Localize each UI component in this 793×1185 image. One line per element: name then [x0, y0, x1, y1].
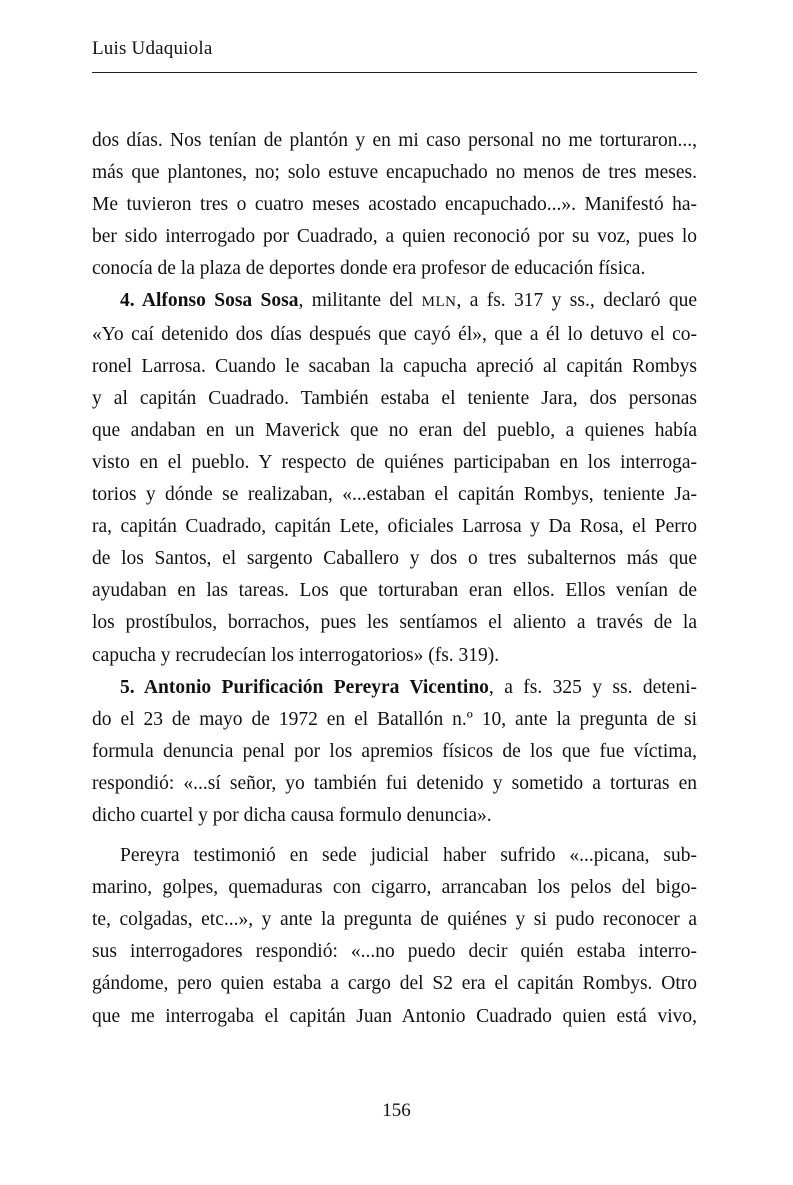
text-fragment: , a fs. 325 y ss. deteni- [488, 676, 698, 698]
text-line: marino, golpes, quemaduras con cigarro, arrancaban los pelos del bigo- [92, 877, 697, 899]
text-line: que andaban en un Maverick que no eran del pueblo, a quienes había [92, 419, 697, 441]
paragraph-2 [92, 285, 697, 671]
text-line: Me tuvieron tres o cuatro meses acostado encapuchado...». Manifestó ha- [92, 194, 697, 216]
body-text [92, 125, 697, 1033]
text-line: dicho cuartel y por dicha causa formulo denuncia». [92, 804, 492, 826]
text-fragment: , militante del [298, 290, 422, 312]
text-line: y al capitán Cuadrado. También estaba el teniente Jara, dos personas [92, 387, 697, 409]
text-line: capucha y recrudecían los interrogatorios» (fs. 319). [92, 644, 500, 666]
text-line: dos días. Nos tenían de plantón y en mi caso personal no me torturaron..., [92, 130, 697, 151]
text-line: do el 23 de mayo de 1972 en el Batallón n.º 10, ante la pregunta de si [92, 708, 697, 730]
text-line: «Yo caí detenido dos días después que cayó él», que a él lo detuvo el co- [92, 323, 697, 345]
witness-heading: 4. Alfonso Sosa Sosa [120, 290, 299, 312]
text-line: los prostíbulos, borrachos, pues les sentíamos el aliento a través de la [92, 612, 697, 634]
text-line: ronel Larrosa. Cuando le sacaban la capucha apreció al capitán Rombys [92, 355, 697, 377]
text-line: conocía de la plaza de deportes donde era profesor de educación física. [92, 258, 646, 280]
paragraph-3 [92, 672, 697, 832]
text-line: visto en el pueblo. Y respecto de quiénes participaban en los interroga- [92, 451, 697, 473]
text-line: torios y dónde se realizaban, «...estaban el capitán Rombys, teniente Ja- [92, 484, 697, 506]
text-line: respondió: «...sí señor, yo también fui detenido y sometido a torturas en [92, 772, 697, 794]
text-line: ber sido interrogado por Cuadrado, a quien reconoció por su voz, pues lo [92, 226, 697, 248]
text-line: Pereyra testimonió en sede judicial haber sufrido «...picana, sub- [120, 845, 697, 867]
text-line [92, 285, 697, 318]
page-number: 156 [382, 1100, 411, 1121]
text-line: te, colgadas, etc...», y ante la pregunta de quiénes y si pudo reconocer a [92, 909, 697, 931]
witness-heading: 5. Antonio Purificación Pereyra Vicentino [120, 676, 489, 698]
text-line [92, 672, 697, 704]
text-line: más que plantones, no; solo estuve encapuchado no menos de tres meses. [92, 162, 697, 184]
text-line: formula denuncia penal por los apremios físicos de los que fue víctima, [92, 740, 697, 762]
text-fragment: , a fs. 317 y ss., declaró que [456, 290, 698, 312]
text-line: ayudaban en las tareas. Los que torturaban eran ellos. Ellos venían de [92, 580, 697, 602]
running-head: Luis Udaquiola [92, 38, 213, 59]
header-rule [92, 72, 697, 73]
text-line: gándome, pero quien estaba a cargo del S2 era el capitán Rombys. Otro [92, 973, 697, 995]
text-line: que me interrogaba el capitán Juan Antonio Cuadrado quien está vivo, [92, 1005, 697, 1027]
text-line: sus interrogadores respondió: «...no puedo decir quién estaba interro- [92, 941, 697, 963]
text-line: de los Santos, el sargento Caballero y dos o tres subalternos más que [92, 548, 697, 570]
paragraph-1 [92, 125, 697, 285]
acronym: MLN [421, 294, 457, 311]
paragraph-gap [92, 832, 697, 840]
paragraph-4 [92, 840, 697, 1033]
text-line: ra, capitán Cuadrado, capitán Lete, oficiales Larrosa y Da Rosa, el Perro [92, 516, 697, 538]
